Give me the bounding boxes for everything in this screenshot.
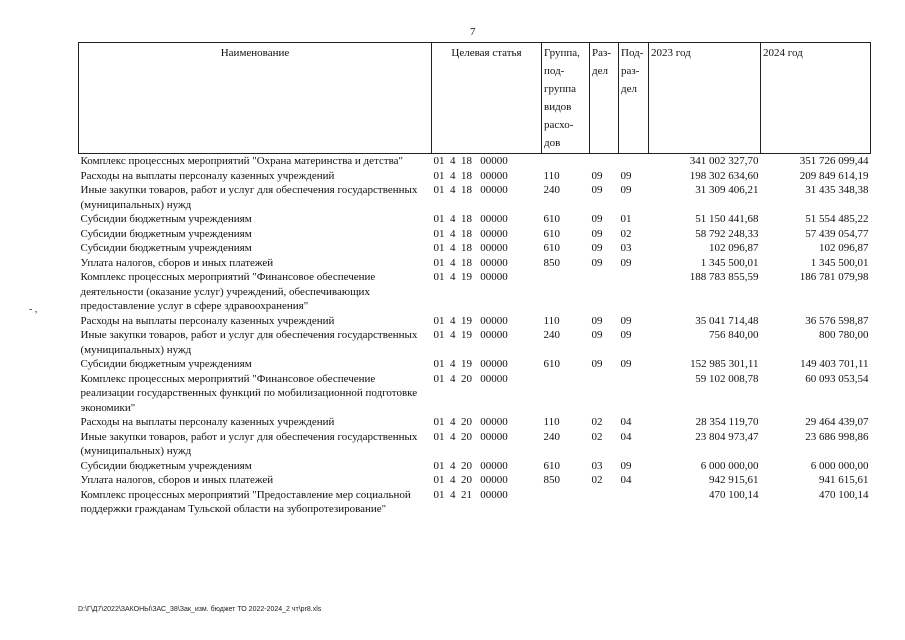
- header-group-line: под-: [544, 65, 565, 77]
- row-amount-2023: 31 309 406,21: [695, 184, 759, 196]
- budget-table: [78, 42, 871, 517]
- header-section: [590, 43, 619, 154]
- row-target-code: 01 4 20 00000: [433, 459, 508, 472]
- row-amount-2023: 35 041 714,48: [695, 314, 759, 327]
- row-subsection: 09: [620, 256, 632, 269]
- row-amount-2024: 186 781 079,98: [799, 271, 869, 283]
- row-target-code: 01 4 19 00000: [433, 314, 508, 327]
- row-name: Уплата налогов, сборов и иных платежей: [80, 256, 274, 269]
- row-section: 09: [591, 358, 603, 370]
- row-target-code: 01 4 21 00000: [433, 488, 508, 501]
- row-expense-group: 110: [543, 169, 560, 182]
- row-amount-2023: 102 096,87: [709, 242, 759, 254]
- row-amount-2024: 6 000 000,00: [810, 459, 869, 472]
- row-amount-2023: 23 804 973,47: [695, 430, 759, 443]
- table-row: [79, 372, 871, 416]
- table-row: [79, 256, 871, 271]
- row-expense-group: 110: [543, 314, 560, 327]
- header-group-line: дов: [544, 137, 561, 149]
- row-amount-2024: 1 345 500,01: [810, 256, 869, 269]
- header-group-line: видов: [544, 101, 572, 113]
- row-name: Расходы на выплаты персоналу казенных учреждений: [80, 169, 335, 182]
- row-expense-group: 610: [543, 242, 560, 254]
- row-expense-group: [542, 270, 590, 314]
- row-section: 09: [591, 256, 603, 269]
- table-row: [79, 473, 871, 488]
- row-expense-group: 240: [543, 184, 560, 196]
- row-amount-2023: 341 002 327,70: [689, 155, 759, 167]
- row-amount-2024: 60 093 053,54: [805, 372, 869, 385]
- row-name: Уплата налогов, сборов и иных платежей: [80, 474, 274, 486]
- row-amount-2024: 470 100,14: [819, 488, 869, 501]
- row-subsection: 09: [620, 169, 632, 182]
- row-target-code: 01 4 20 00000: [433, 430, 508, 443]
- row-amount-2023: 6 000 000,00: [700, 459, 759, 472]
- header-group-line: Группа,: [544, 47, 580, 59]
- table-body: [79, 154, 871, 517]
- row-subsection: 04: [620, 474, 632, 486]
- row-amount-2023: 942 915,61: [709, 474, 759, 486]
- row-subsection: [619, 488, 649, 517]
- row-subsection: 09: [620, 459, 632, 472]
- row-section: 03: [591, 459, 603, 472]
- table-row: [79, 328, 871, 357]
- row-name: Комплекс процессных мероприятий "Охрана материнства и детства": [80, 155, 404, 167]
- table-row: [79, 314, 871, 329]
- row-expense-group: 610: [543, 227, 560, 240]
- row-amount-2023: 51 150 441,68: [695, 213, 759, 225]
- table-row: [79, 488, 871, 517]
- row-subsection: 09: [620, 329, 632, 341]
- row-subsection: 03: [620, 242, 632, 254]
- row-name: Иные закупки товаров, работ и услуг для обеспечения государственных (муниципальных) нужд: [80, 184, 418, 211]
- row-section: 09: [591, 329, 603, 341]
- row-target-code: 01 4 19 00000: [433, 329, 508, 341]
- row-section: [590, 372, 619, 416]
- row-name: Субсидии бюджетным учреждениям: [80, 358, 252, 370]
- row-amount-2023: 1 345 500,01: [700, 256, 759, 269]
- row-amount-2024: 209 849 614,19: [799, 169, 869, 182]
- row-amount-2023: 28 354 119,70: [695, 416, 759, 428]
- row-target-code: 01 4 20 00000: [433, 416, 508, 428]
- row-expense-group: 850: [543, 474, 560, 486]
- table-row: [79, 430, 871, 459]
- row-target-code: 01 4 19 00000: [433, 271, 508, 283]
- row-name: Комплекс процессных мероприятий "Предоставление мер социальной поддержки гражданам Тульской области на зубопротезирование": [80, 488, 411, 515]
- row-expense-group: 610: [543, 358, 560, 370]
- row-target-code: 01 4 18 00000: [433, 184, 508, 196]
- row-expense-group: 110: [543, 416, 560, 428]
- row-amount-2024: 31 435 348,38: [805, 184, 869, 196]
- row-section: 02: [591, 430, 603, 443]
- header-target: Целевая статья: [432, 43, 542, 154]
- row-target-code: 01 4 20 00000: [433, 372, 508, 385]
- row-name: Расходы на выплаты персоналу казенных учреждений: [80, 314, 335, 327]
- row-subsection: 04: [620, 430, 632, 443]
- row-target-code: 01 4 18 00000: [433, 213, 508, 225]
- row-target-code: 01 4 18 00000: [433, 242, 508, 254]
- row-name: Субсидии бюджетным учреждениям: [80, 227, 252, 240]
- row-amount-2023: 152 985 301,11: [690, 358, 759, 370]
- row-amount-2024: 36 576 598,87: [805, 314, 869, 327]
- table-header: [79, 43, 871, 154]
- row-amount-2023: 756 840,00: [709, 329, 759, 341]
- row-section: 02: [591, 416, 603, 428]
- row-subsection: 09: [620, 358, 632, 370]
- row-subsection: [619, 154, 649, 169]
- row-section: 09: [591, 314, 603, 327]
- header-subsection: [619, 43, 649, 154]
- row-name: Иные закупки товаров, работ и услуг для обеспечения государственных (муниципальных) нужд: [80, 430, 418, 457]
- row-subsection: 09: [620, 314, 632, 327]
- row-target-code: 01 4 20 00000: [433, 474, 508, 486]
- header-group: [542, 43, 590, 154]
- table-row: [79, 459, 871, 474]
- table-row: [79, 154, 871, 169]
- header-group-line: группа: [544, 83, 577, 95]
- table-row: [79, 415, 871, 430]
- table-row: [79, 241, 871, 256]
- row-name: Комплекс процессных мероприятий "Финансовое обеспечение деятельности (оказание услуг) учреждений, обеспечивающих предоставление услуг в сфере здравоохранения": [80, 271, 376, 312]
- row-section: [590, 154, 619, 169]
- row-target-code: 01 4 19 00000: [433, 358, 508, 370]
- row-name: Расходы на выплаты персоналу казенных учреждений: [80, 416, 335, 428]
- table-row: [79, 357, 871, 372]
- row-expense-group: 610: [543, 213, 560, 225]
- row-subsection: 01: [620, 213, 632, 225]
- row-expense-group: [542, 488, 590, 517]
- row-amount-2024: 102 096,87: [819, 242, 869, 254]
- row-amount-2024: 941 615,61: [819, 474, 869, 486]
- row-subsection: 04: [620, 416, 632, 428]
- row-section: 02: [591, 474, 603, 486]
- row-amount-2024: 800 780,00: [819, 329, 869, 341]
- row-expense-group: 240: [543, 430, 560, 443]
- row-amount-2023: 59 102 008,78: [695, 372, 759, 385]
- row-amount-2024: 29 464 439,07: [805, 416, 869, 428]
- row-section: [590, 488, 619, 517]
- row-amount-2024: 23 686 998,86: [805, 430, 869, 443]
- row-name: Субсидии бюджетным учреждениям: [80, 242, 252, 254]
- row-section: 09: [591, 242, 603, 254]
- header-group-line: расхо-: [544, 119, 574, 131]
- row-name: Субсидии бюджетным учреждениям: [80, 459, 252, 472]
- row-subsection: 09: [620, 184, 632, 196]
- row-amount-2023: 198 302 634,60: [689, 169, 759, 182]
- header-subsection-line: Под-: [621, 47, 644, 59]
- row-section: 09: [591, 184, 603, 196]
- row-target-code: 01 4 18 00000: [433, 227, 508, 240]
- header-section-line: Раз-: [592, 47, 612, 59]
- row-name: Иные закупки товаров, работ и услуг для обеспечения государственных (муниципальных) нужд: [80, 329, 418, 356]
- file-path-footer: D:\Г\Д7\2022\ЗАКОНЫ\ЗАС_38\Зак_изм. бюджет ТО 2022-2024_2 чт\pr8.xls: [78, 606, 322, 613]
- page-number: 7: [470, 26, 476, 38]
- row-target-code: 01 4 18 00000: [433, 155, 508, 167]
- row-amount-2024: 351 726 099,44: [799, 155, 869, 167]
- row-amount-2023: 470 100,14: [709, 488, 759, 501]
- header-section-line: дел: [592, 65, 608, 77]
- row-expense-group: [542, 372, 590, 416]
- row-amount-2024: 51 554 485,22: [805, 213, 869, 225]
- row-name: Субсидии бюджетным учреждениям: [80, 213, 252, 225]
- row-expense-group: [542, 154, 590, 169]
- row-amount-2023: 188 783 855,59: [689, 271, 759, 283]
- row-target-code: 01 4 18 00000: [433, 256, 508, 269]
- margin-mark: - ,: [29, 304, 38, 315]
- table-row: [79, 183, 871, 212]
- header-year-2024: 2024 год: [761, 43, 871, 154]
- row-section: 09: [591, 169, 603, 182]
- row-section: [590, 270, 619, 314]
- table-row: [79, 169, 871, 184]
- header-name: Наименование: [79, 43, 432, 154]
- row-amount-2024: 57 439 054,77: [805, 227, 869, 240]
- row-subsection: 02: [620, 227, 632, 240]
- header-subsection-line: дел: [621, 83, 637, 95]
- row-amount-2023: 58 792 248,33: [695, 227, 759, 240]
- table-row: [79, 270, 871, 314]
- row-subsection: [619, 270, 649, 314]
- row-section: 09: [591, 213, 603, 225]
- row-expense-group: 850: [543, 256, 560, 269]
- row-target-code: 01 4 18 00000: [433, 169, 508, 182]
- row-section: 09: [591, 227, 603, 240]
- table-row: [79, 227, 871, 242]
- row-name: Комплекс процессных мероприятий "Финансовое обеспечение реализации государственных функций по мобилизационной подготовке экономики": [80, 372, 418, 414]
- row-subsection: [619, 372, 649, 416]
- header-subsection-line: раз-: [621, 65, 640, 77]
- table-row: [79, 212, 871, 227]
- row-expense-group: 610: [543, 459, 560, 472]
- header-year-2023: 2023 год: [649, 43, 761, 154]
- row-amount-2024: 149 403 701,11: [800, 358, 869, 370]
- row-expense-group: 240: [543, 329, 560, 341]
